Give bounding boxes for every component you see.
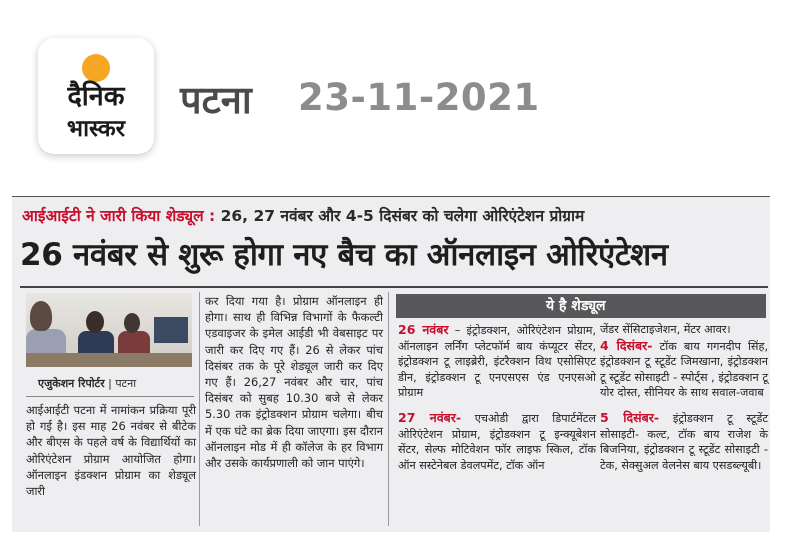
logo-line2: भास्कर	[66, 116, 126, 142]
schedule-entry	[398, 322, 596, 401]
schedule-text: – इंट्रोडक्शन, ओरिएंटेशन प्रोग्राम, ऑनलाइन लर्निंग प्लेटफॉर्म बाय कंप्यूटर सेंटर, इंट्रोडक्शन टू लाइब्रेरी, इंटरैक्शन विथ एसोसिएट डीन, इंट्रोडक्शन टू एनएसएस एंड एनएसओ प्रोग्राम	[398, 324, 596, 400]
city-name: पटना	[180, 78, 252, 122]
byline-city: पटना	[115, 377, 137, 390]
column-divider-2	[388, 292, 389, 526]
kicker-red-text: आईआईटी ने जारी किया शेड्यूल :	[22, 207, 216, 225]
column-divider-1	[199, 292, 200, 526]
byline-rule	[26, 396, 194, 397]
article-column-1: आईआईटी पटना में नामांकन प्रक्रिया पूरी हो गई है। इस माह 26 नवंबर से बीटेक और बीएस के पहले वर्ष के विद्यार्थियों का ओरिएंटेशन प्रोग्राम आयोजित होगा। ऑनलाइन इंडक्शन प्रोग्राम का शेड्यूल जारी	[26, 403, 196, 499]
schedule-text: एचओडी द्वारा डिपार्टमेंटल ओरिएंटेशन प्रोग्राम, इंट्रोडक्शन टू इन्क्यूबेशन सेंटर, सेल्फ मोटिवेशन फॉर लाइफ स्किल, टॉक ऑन सस्टेनेबल डेवलपमेंट, टॉक ऑन	[398, 411, 596, 472]
edition-date: 23-11-2021	[298, 76, 540, 119]
article-headline: 26 नवंबर से शुरू होगा नए बैच का ऑनलाइन ओरिएंटेशन	[20, 237, 668, 273]
schedule-text: इंट्रोडक्शन टू स्टूडेंट सोसाइटी- कल्ट, टॉक बाय राजेश के बिजनिया, इंट्रोडक्शन टू स्टूडेंट सोसाइटी - टेक, सेक्सुअल वेलनेस बाय एसडब्ल्यूबी।	[600, 411, 769, 472]
newspaper-clipping	[12, 196, 770, 532]
schedule-date: 5 दिसंबर-	[600, 409, 660, 425]
article-column-2: कर दिया गया है। प्रोग्राम ऑनलाइन ही होगा। साथ ही विभिन्न विभागों के फैकल्टी एडवाइजर के इमेल आईडी भी वेबसाइट पर जारी कर दिए गए हैं। 26 से लेकर पांच दिसंबर तक के पूरे शेड्यूल जारी कर दिए गए हैं। 26,27 नवंबर और चार, पांच दिसंबर को सुबह 10.30 बजे से लेकर 5.30 तक इंट्रोडक्शन प्रोग्राम चलेगा। बीच में एक घंटे का ब्रेक दिया जाएगा। इस दौरान ऑनलाइन मोड में ही कॉलेज के हर विभाग और उसके कार्यप्रणाली को जान पाएंगे।	[205, 294, 383, 471]
article-kicker	[22, 205, 762, 227]
schedule-entry	[398, 410, 596, 473]
schedule-entry	[600, 410, 768, 473]
schedule-date: 4 दिसंबर-	[600, 337, 653, 353]
headline-rule	[20, 286, 768, 288]
byline-separator: |	[104, 377, 116, 390]
schedule-date: 27 नवंबर-	[398, 409, 462, 425]
sun-icon	[82, 54, 110, 82]
kicker-text: 26, 27 नवंबर और 4-5 दिसंबर को चलेगा ओरिएंटेशन प्रोग्राम	[215, 207, 585, 225]
dainik-bhaskar-logo	[38, 38, 154, 154]
byline	[38, 377, 136, 391]
schedule-text: टॉक बाय गगनदीप सिंह, इंट्रोडक्शन टू स्टूडेंट जिमखाना, इंट्रोडक्शन टू स्टूडेंट सोसाइटी - स्पोर्ट्स , इंट्रोडक्शन टू योर दोस्त, सीनियर के साथ सवाल-जवाब	[600, 339, 768, 400]
schedule-date: 26 नवंबर	[398, 322, 449, 337]
schedule-continued-text: जेंडर सेंसिटाइजेशन, मेंटर आवर।	[600, 323, 731, 336]
logo-line1: दैनिक	[67, 81, 125, 112]
schedule-left-column	[398, 322, 596, 473]
byline-reporter: एजुकेशन रिपोर्टर	[38, 377, 105, 390]
schedule-entry	[600, 338, 768, 401]
schedule-right-column	[600, 322, 768, 473]
schedule-header: ये है शेड्यूल	[396, 294, 766, 318]
students-photo	[26, 293, 192, 367]
clipping-top-border	[12, 196, 770, 197]
